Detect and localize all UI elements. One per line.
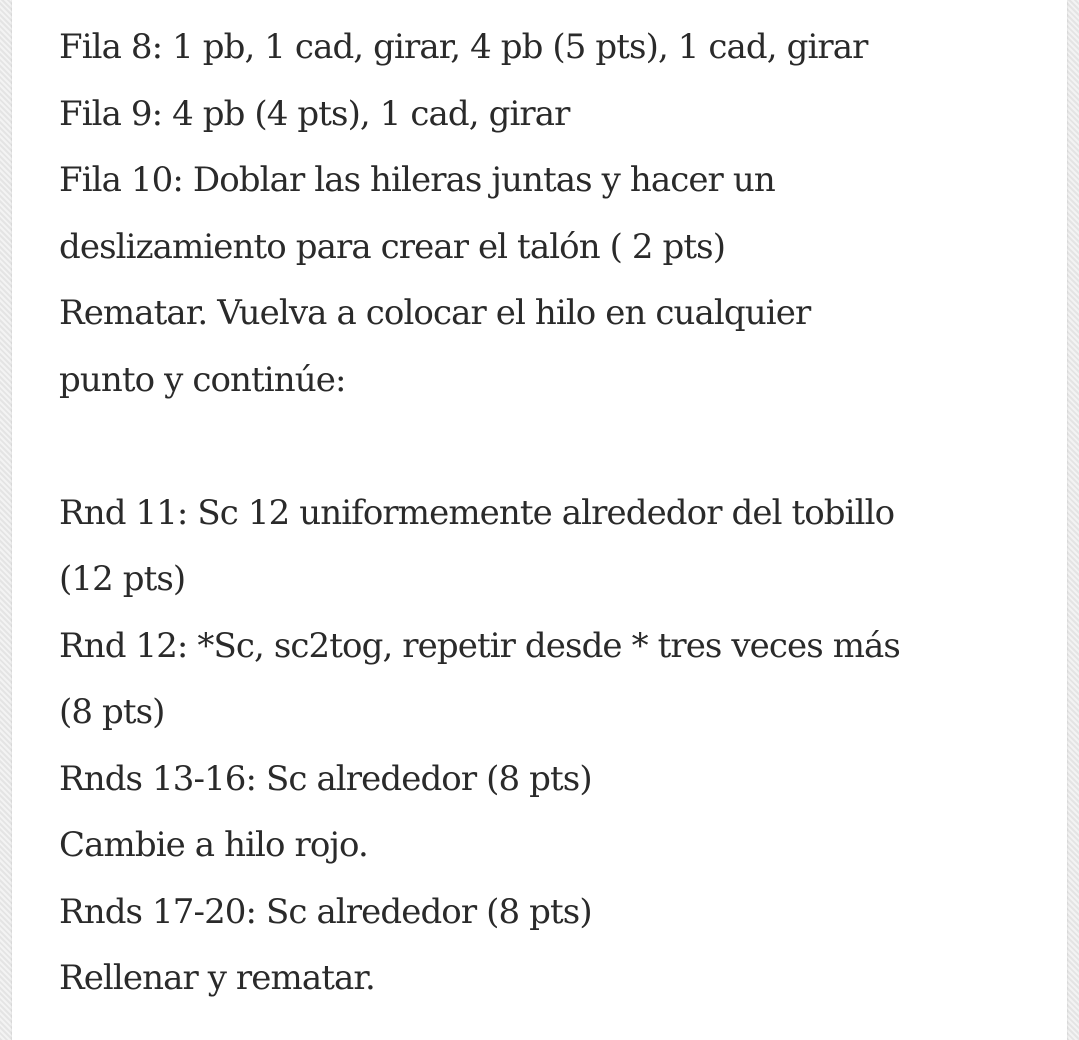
text-line-rnd-12-cont: (8 pts) xyxy=(59,692,165,732)
right-background-edge xyxy=(1067,0,1079,1040)
text-line-cambie: Cambie a hilo rojo. xyxy=(59,825,368,865)
pattern-text xyxy=(59,14,1067,1012)
text-line-fila-9: Fila 9: 4 pb (4 pts), 1 cad, girar xyxy=(59,93,570,134)
text-line-rnd-11: Rnd 11: Sc 12 uniformemente alrededor del tobillo xyxy=(59,492,895,533)
text-line-fila-10: Fila 10: Doblar las hileras juntas y hacer un xyxy=(59,160,775,200)
text-line-rematar: Rematar. Vuelva a colocar el hilo en cualquier xyxy=(59,293,811,333)
left-background-edge xyxy=(0,0,12,1040)
text-line-rnd-11-cont: (12 pts) xyxy=(59,559,186,599)
text-line-rnds-13-16: Rnds 13-16: Sc alrededor (8 pts) xyxy=(59,758,592,799)
text-line-rnds-17-20: Rnds 17-20: Sc alrededor (8 pts) xyxy=(59,891,592,932)
text-line-fila-10-cont: deslizamiento para crear el talón ( 2 pts) xyxy=(59,226,726,267)
document-page[interactable] xyxy=(12,0,1067,1040)
text-line-rnd-12: Rnd 12: *Sc, sc2tog, repetir desde * tres veces más xyxy=(59,625,900,666)
text-line-fila-8: Fila 8: 1 pb, 1 cad, girar, 4 pb (5 pts), 1 cad, girar xyxy=(59,27,868,67)
blank-line xyxy=(59,413,1067,480)
text-line-rematar-cont: punto y continúe: xyxy=(59,359,346,400)
text-line-rellenar: Rellenar y rematar. xyxy=(59,958,375,998)
